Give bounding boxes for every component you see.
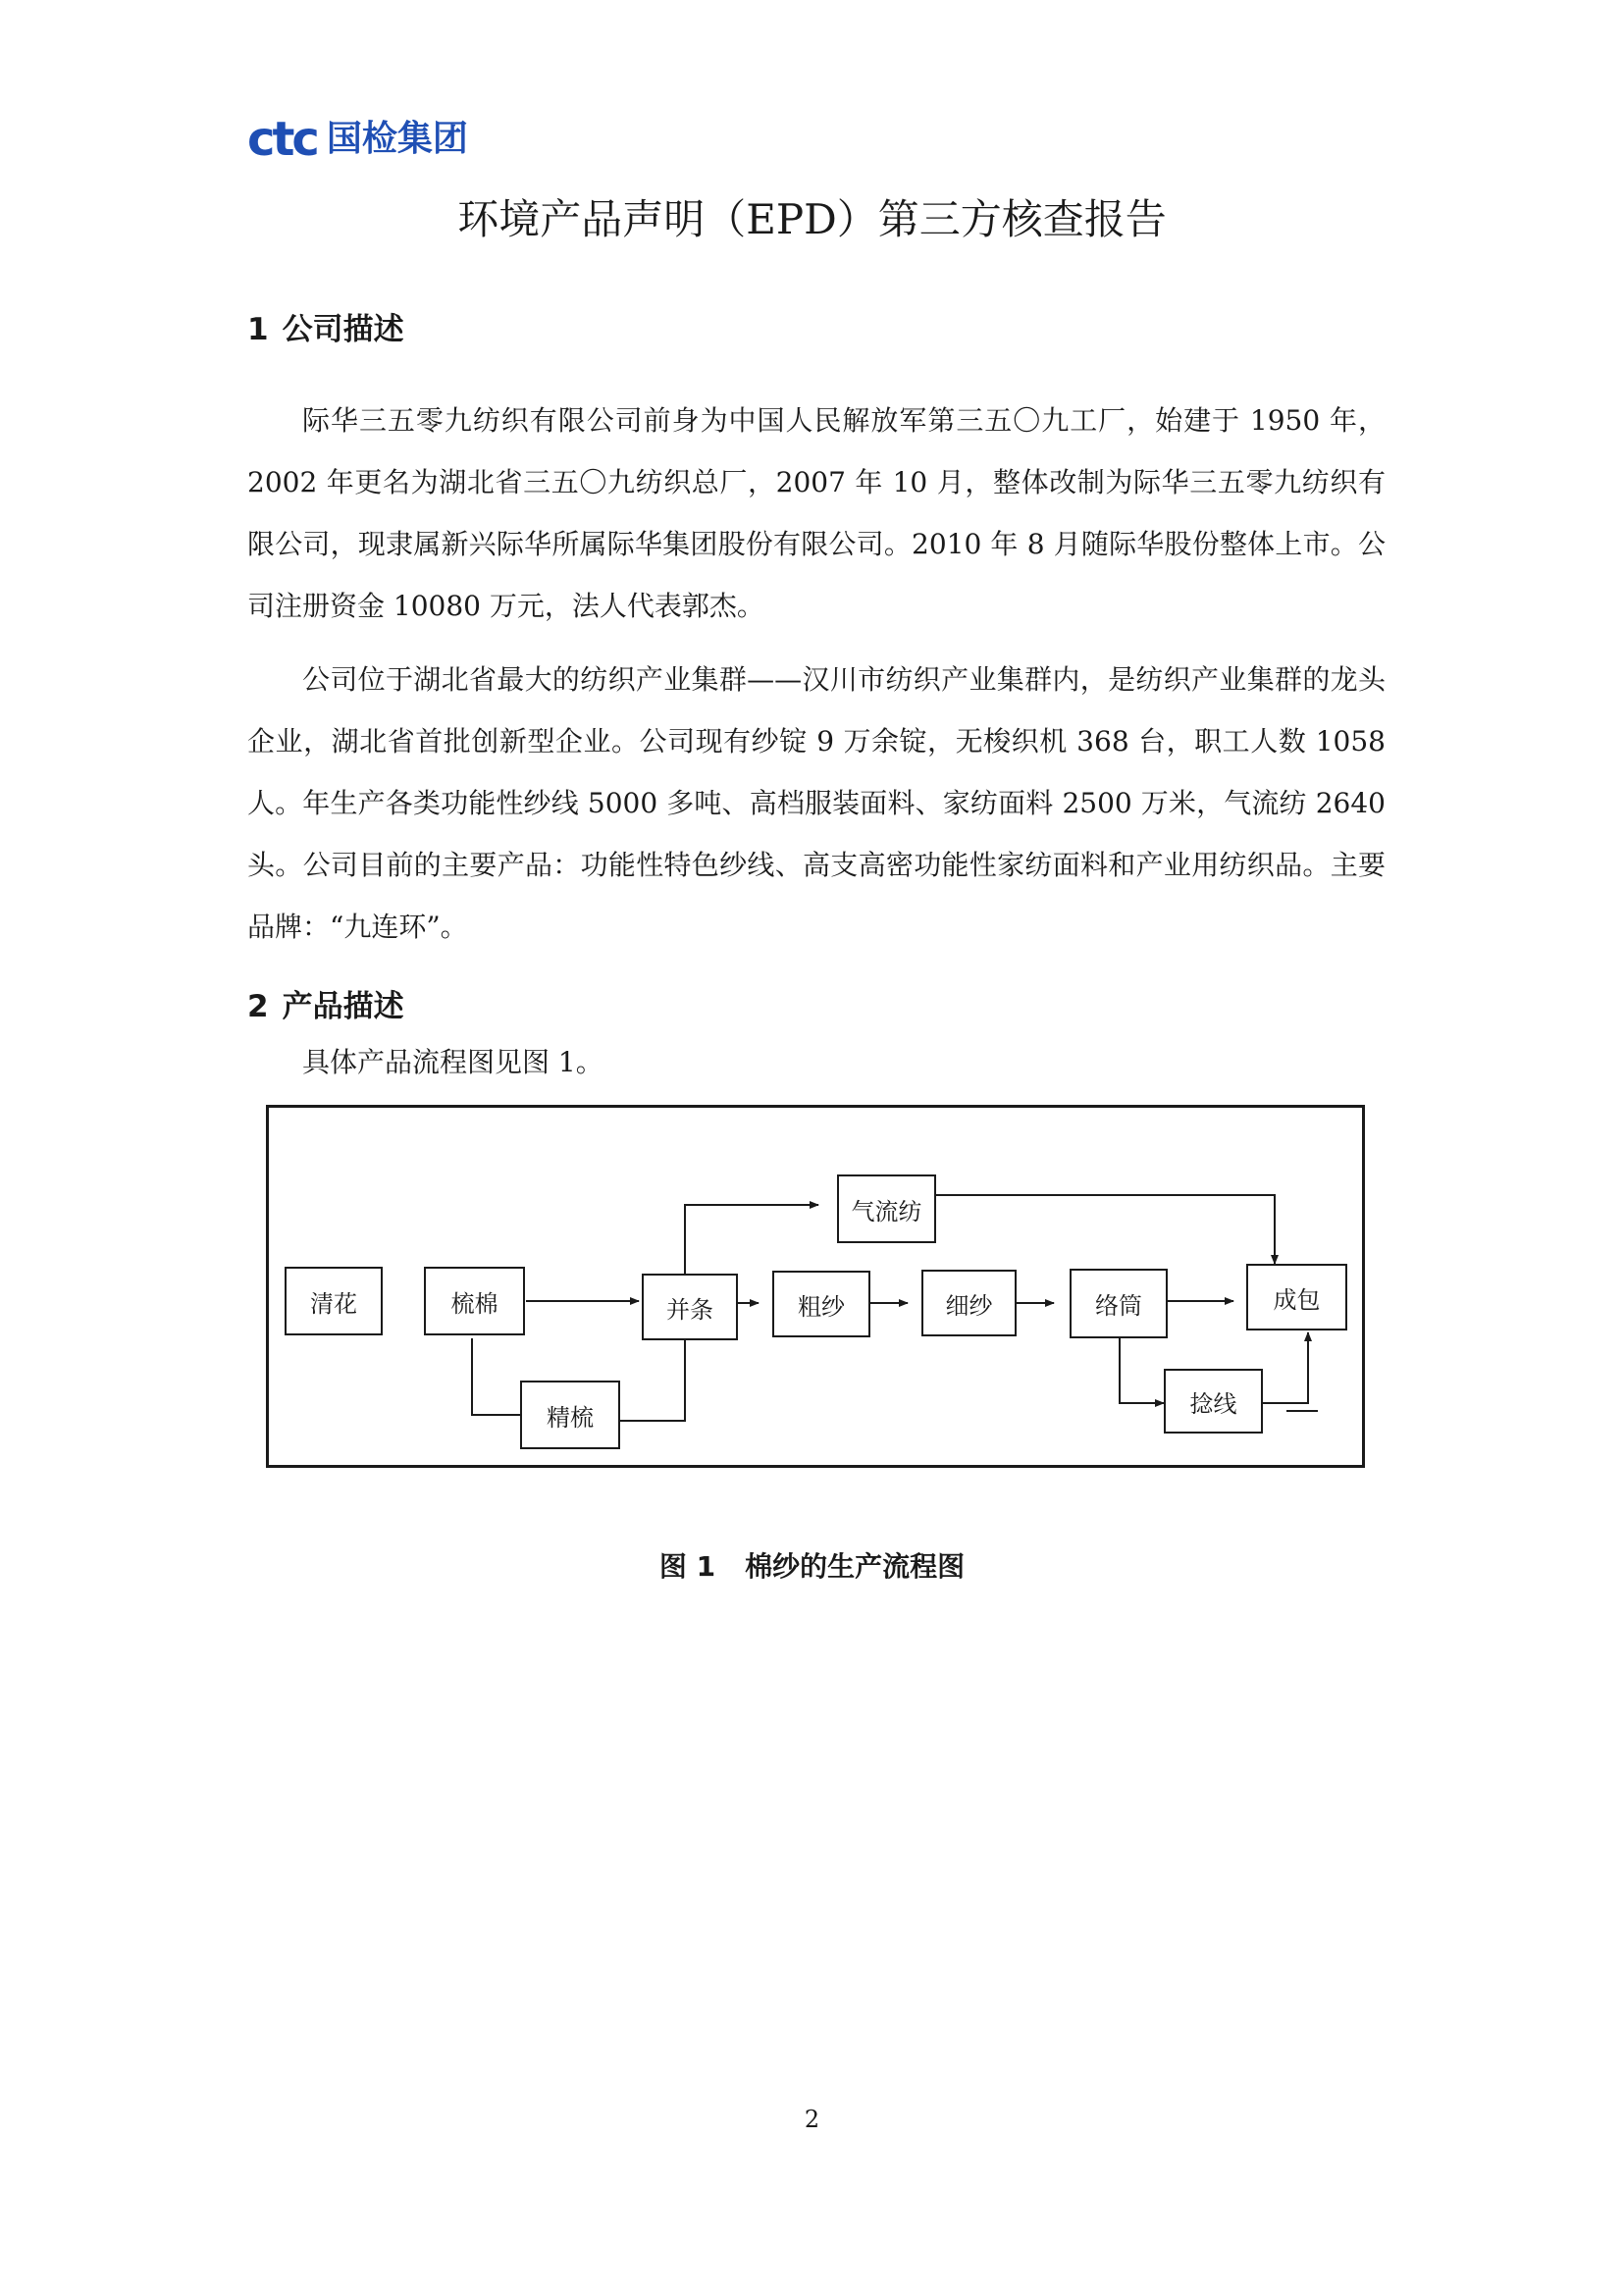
arrow-bingtiao-qiliufang <box>685 1205 818 1276</box>
page-number: 2 <box>804 2106 820 2133</box>
flow-node-xisha: 细纱 <box>921 1270 1017 1336</box>
flow-node-bingtiao: 并条 <box>642 1274 738 1340</box>
paragraph: 公司位于湖北省最大的纺织产业集群——汉川市纺织产业集群内，是纺织产业集群的龙头企业，湖北省首批创新型企业。公司现有纱锭 9 万余锭，无梭织机 368 台，职工人数 1058 人。年生产各类功能性纱线 5000 多吨、高档服装面料、家纺面料 2500 万米，气流纺 2640 头。公司目前的主要产品：功能性特色纱线、高支高密功能性家纺面料和产业用纺织品。主要品牌：“九连环”。 <box>247 663 1386 943</box>
document-title: 环境产品声明（EPD）第三方核查报告 <box>457 195 1167 243</box>
arrow-luotong-nianxian <box>1120 1329 1164 1403</box>
company-logo <box>247 112 468 167</box>
section-2-heading <box>247 981 404 1025</box>
section-1-heading <box>247 304 404 348</box>
figure-caption <box>0 1545 1624 1585</box>
figure-title: 棉纱的生产流程图 <box>745 1550 966 1583</box>
logo-mark: ctc <box>247 112 317 167</box>
flow-node-qiliufang: 气流纺 <box>837 1174 936 1243</box>
flow-node-luotong: 络筒 <box>1070 1269 1168 1338</box>
section-number: 2 <box>247 989 269 1024</box>
flow-node-chengbao: 成包 <box>1246 1264 1347 1330</box>
section-number: 1 <box>247 312 269 347</box>
arrow-nianxian-chengbao <box>1263 1332 1308 1403</box>
flow-node-shumian: 梳棉 <box>424 1267 525 1335</box>
logo-name: 国检集团 <box>326 119 468 159</box>
arrow-qiliufang-chengbao <box>917 1195 1275 1264</box>
flow-node-qinghua: 清花 <box>285 1267 383 1335</box>
flow-node-jingshu: 精梳 <box>520 1381 620 1449</box>
section-title: 公司描述 <box>282 312 404 347</box>
figure-number: 图 1 <box>658 1550 716 1583</box>
paragraph: 际华三五零九纺织有限公司前身为中国人民解放军第三五〇九工厂，始建于 1950 年，2002 年更名为湖北省三五〇九纺织总厂，2007 年 10 月，整体改制为际华三五零九纺织有限公司，现隶属新兴际华所属际华集团股份有限公司。2010 年 8 月随际华股份整体上市。公司注册资金 10080 万元，法人代表郭杰。 <box>247 404 1386 622</box>
section-title: 产品描述 <box>282 989 404 1024</box>
flow-node-cusha: 粗纱 <box>772 1271 870 1337</box>
figure-reference: 具体产品流程图见图 1。 <box>302 1046 603 1078</box>
flow-node-nianxian: 捻线 <box>1164 1369 1263 1434</box>
